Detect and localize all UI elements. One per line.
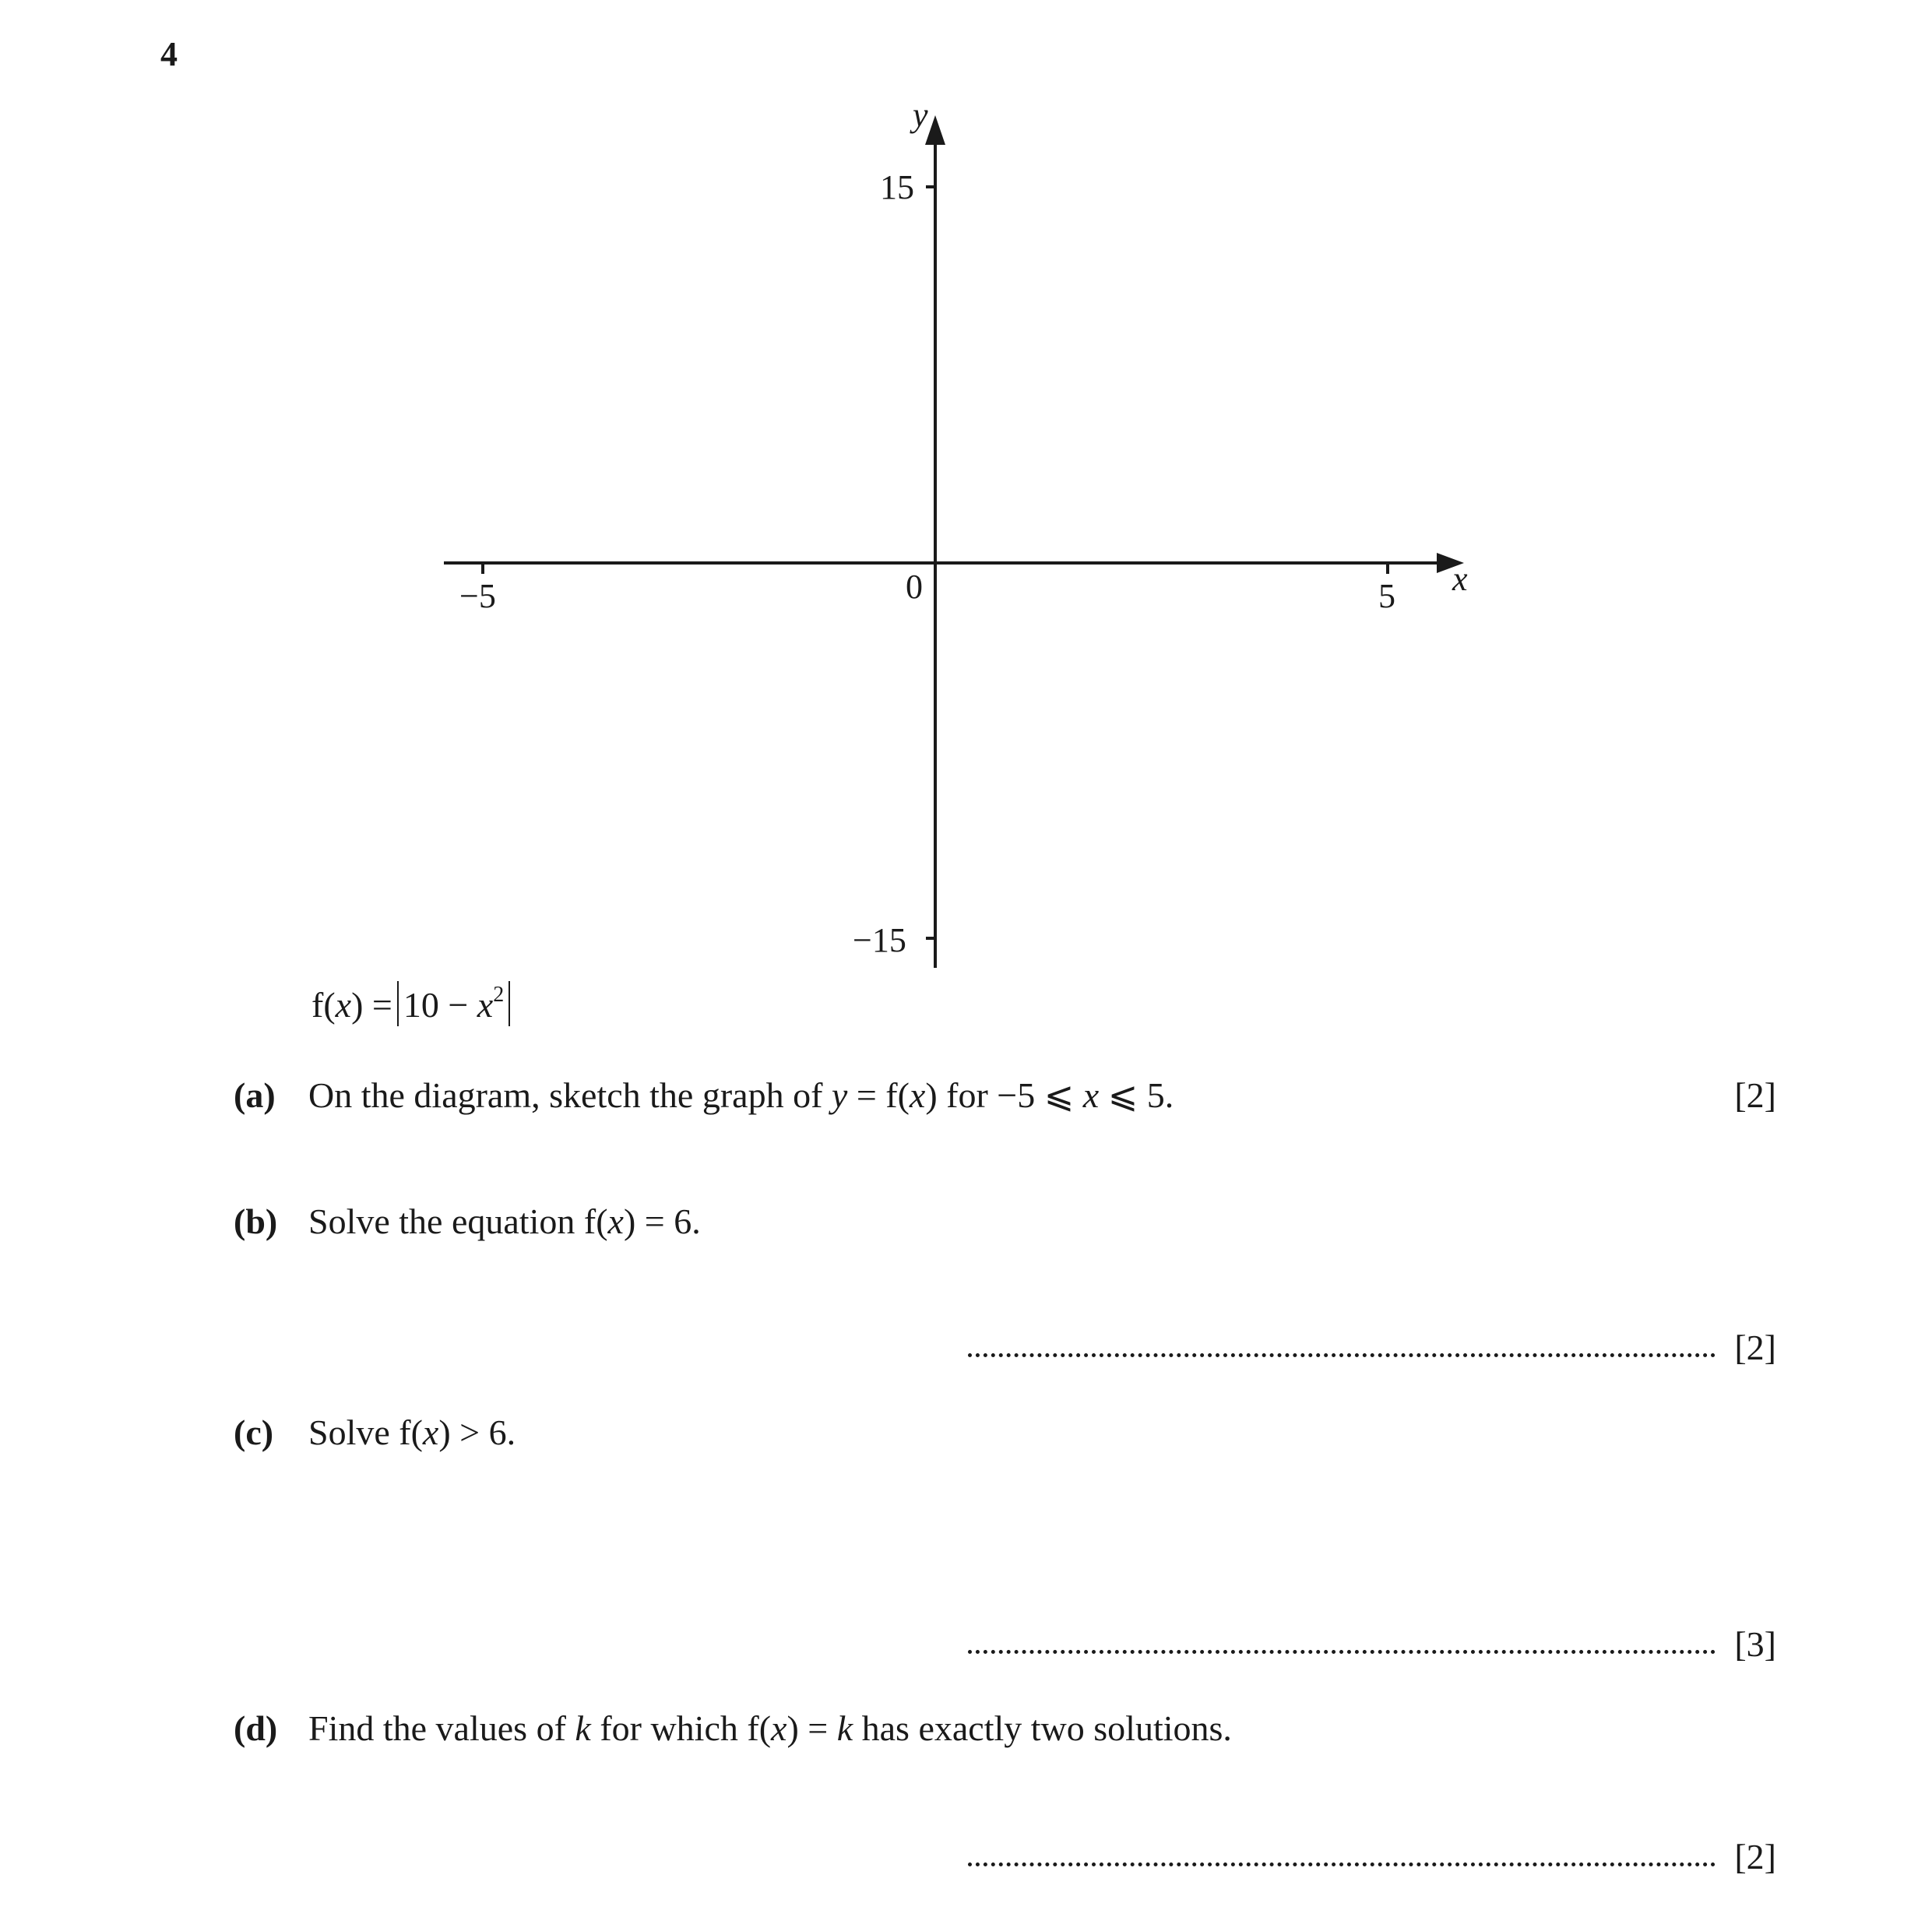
part-b-question: (b) Solve the equation f(x) = 6. xyxy=(234,1201,701,1241)
part-b-answer-line[interactable] xyxy=(968,1353,1716,1357)
part-a-question: (a) On the diagram, sketch the graph of y = f(x) for −5 ⩽ x ⩽ 5. xyxy=(234,1075,1174,1115)
part-c-answer-line[interactable] xyxy=(968,1650,1716,1654)
x-axis-label: x xyxy=(1452,560,1468,598)
function-definition: $f(x) = 10 - x^2$ xyxy=(311,981,515,1026)
y-tick-label-minus-15: −15 xyxy=(853,921,906,959)
origin-label: 0 xyxy=(906,568,923,606)
x-tick-label-minus-5: −5 xyxy=(459,577,496,615)
part-d-question: (d) Find the values of k for which f(x) = k has exactly two solutions. xyxy=(234,1708,1232,1748)
y-axis-label: y xyxy=(913,96,928,134)
part-d-answer-line[interactable] xyxy=(968,1863,1716,1866)
part-c-marks: [3] xyxy=(1734,1624,1776,1664)
part-b-marks: [2] xyxy=(1734,1328,1776,1367)
abs-bar-right xyxy=(509,981,510,1026)
part-a-marks: [2] xyxy=(1734,1075,1776,1115)
y-axis-arrowhead xyxy=(925,115,945,145)
x-tick-label-5: 5 xyxy=(1378,577,1395,615)
part-c-question: (c) Solve f(x) > 6. xyxy=(234,1412,516,1452)
question-number: 4 xyxy=(160,35,178,73)
part-d-marks: [2] xyxy=(1734,1837,1776,1877)
y-tick-label-15: 15 xyxy=(880,168,914,206)
abs-bar-left xyxy=(397,981,399,1026)
